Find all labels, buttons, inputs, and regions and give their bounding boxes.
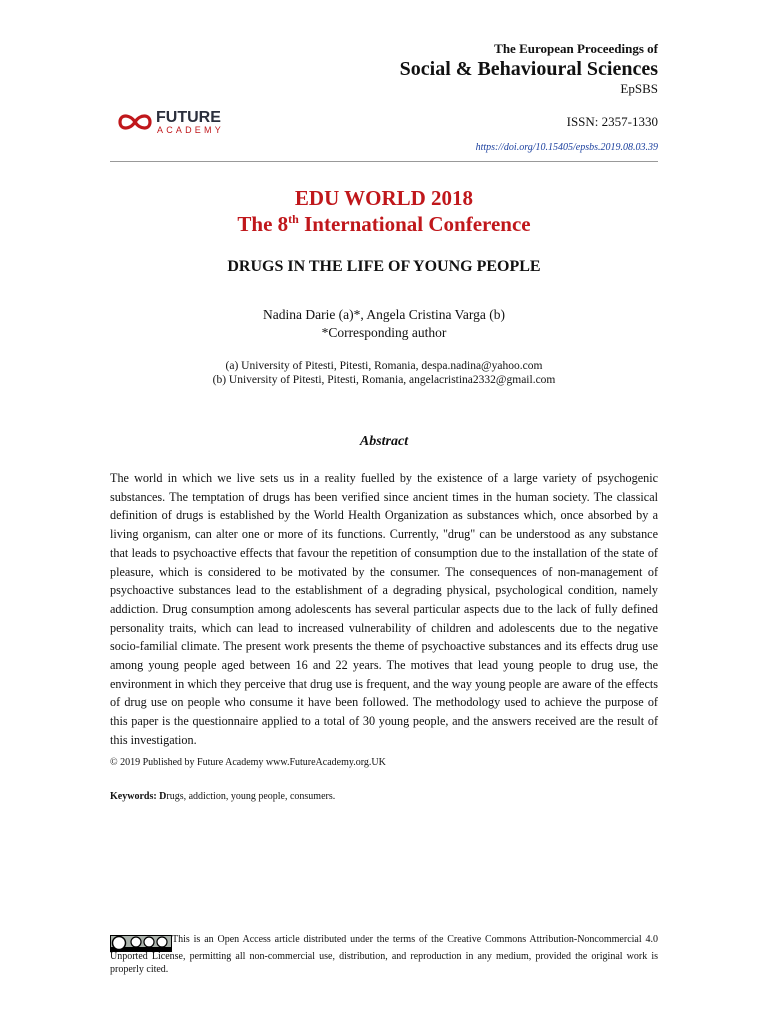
header-divider [110,161,658,162]
logo-text-top: FUTURE [156,109,221,126]
future-academy-logo [116,108,266,136]
copyright-text: Published by Future Academy www.FutureAcademy.org.UK [140,757,386,768]
doi-link[interactable]: https://doi.org/10.15405/epsbs.2019.08.03.39 [475,142,658,153]
keywords-text: rugs, addiction, young people, consumers. [166,791,336,802]
copyright-line [110,757,386,768]
journal-abbrev: EpSBS [620,81,658,96]
affiliation-a: (a) University of Pitesti, Pitesti, Romania, despa.nadina@yahoo.com [225,360,543,372]
license-text: This is an Open Access article distributed under the terms of the Creative Commons Attribution-Noncommercial 4.0 Unported License, permitting all non-commercial use, distribution, and reproduction in any medium, provided the original work is properly cited. [110,934,658,975]
conference-subtitle-sup: th [288,212,299,226]
license-notice [110,934,658,976]
affiliation-b: (b) University of Pitesti, Pitesti, Romania, angelacristina2332@gmail.com [212,374,556,386]
journal-prefix: The European Proceedings of [494,41,658,56]
authors: Nadina Darie (a)*, Angela Cristina Varga (b) [262,307,506,322]
abstract-heading: Abstract [359,434,409,449]
abstract-text: The world in which we live sets us in a reality fuelled by the existence of a large variety of psychogenic substances. The temptation of drugs has been verified since ancient times in the human society. The classical definition of drugs is established by the World Health Organization as substances which, once absorbed by a living organism, can alter one or more of its functions. Currently, "drug" can be understood as any substance that leads to psychoactive effects that favour the repetition of consumption due to the installation of the state of pleasure, which is considered to be motivated by the consumer. The consequences of non-management of psychoactive substances lead to the establishment of a degrading physical, psychological condition, namely addiction. Drug consumption among adolescents has several particular aspects due to the lack of fully defined personality traits, which can lead to increased vulnerability of children and adolescents due to the negative socio-familial climate. The present work presents the theme of psychoactive substances and its effects drug use among young people aged between 16 and 22 years. The motives that lead young people to drug use, the environment in which they perceive that drug use is frequent, and the way young people are aware of the effects of drug use on people who consume it have been followed. The methodology used to achieve the purpose of this paper is the questionnaire applied to a total of 30 young people, and the answers received are the result of this investigation. [110,471,658,747]
conference-subtitle [0,212,768,237]
conference-title: EDU WORLD 2018 [294,186,474,210]
infinity-logo-icon [116,108,266,136]
paper-title: DRUGS IN THE LIFE OF YOUNG PEOPLE [227,258,541,275]
copyright-year: 2019 [117,757,141,768]
keywords-label: Keywords: D [110,791,167,802]
issn: ISSN: 2357-1330 [566,114,658,129]
conference-subtitle-post: International Conference [298,212,531,236]
corresponding-author-note: *Corresponding author [321,325,447,340]
copyright-icon: © [110,757,118,768]
logo-text-bottom: ACADEMY [157,125,224,135]
keywords [110,791,335,802]
cc-license-icon [110,935,172,952]
journal-name: Social & Behavioural Sciences [399,58,658,80]
conference-subtitle-pre: The 8 [237,212,289,236]
